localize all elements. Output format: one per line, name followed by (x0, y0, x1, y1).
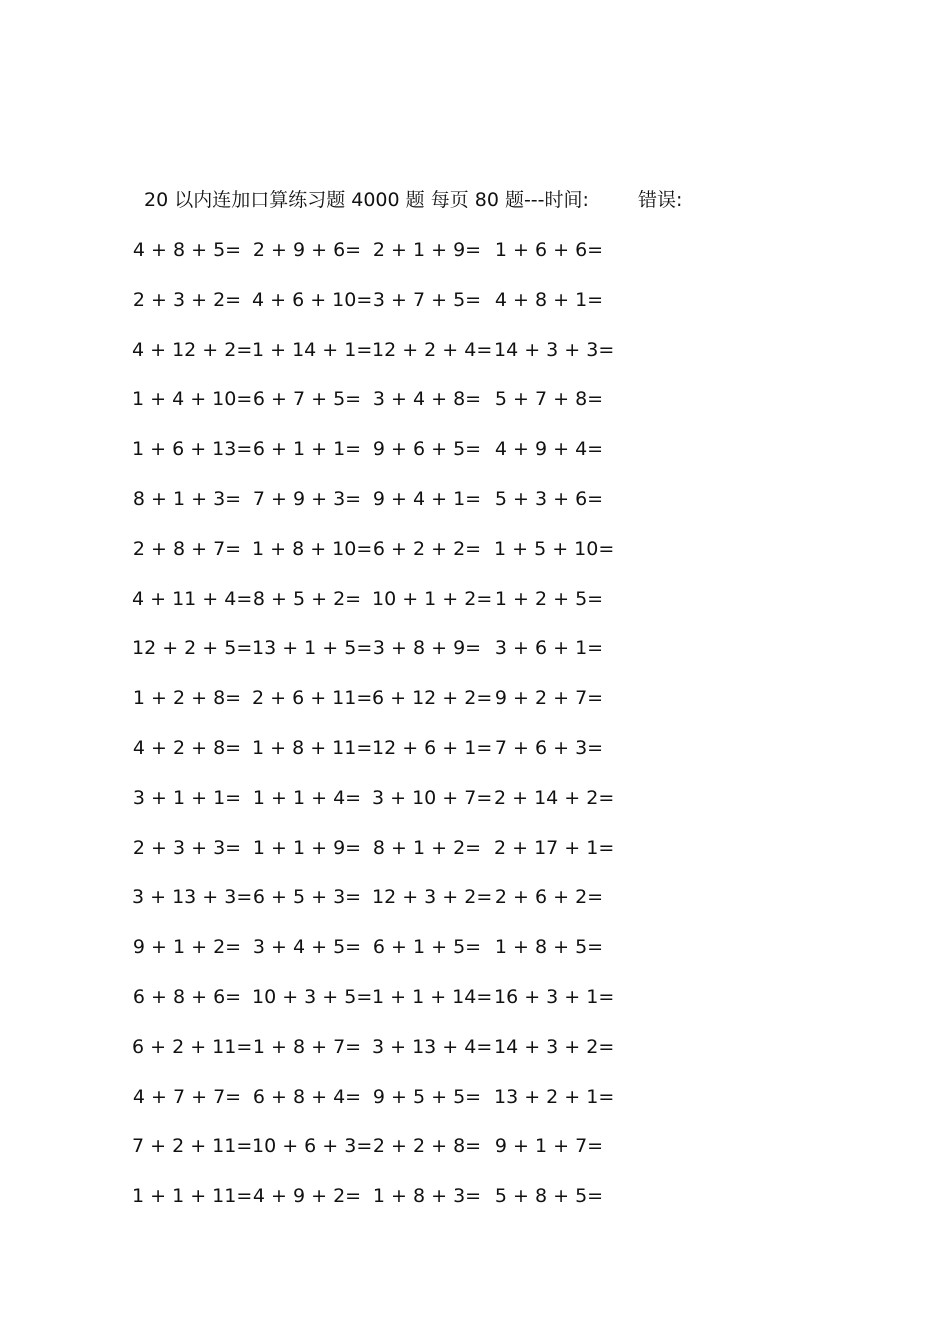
problem-item: 16 + 3 + 1= (494, 986, 615, 1008)
problem-item: 1 + 1 + 4= (252, 787, 362, 809)
problem-item: 3 + 13 + 3= (132, 886, 253, 908)
problem-item: 2 + 6 + 2= (494, 886, 604, 908)
problem-row (132, 634, 664, 662)
problem-item: 6 + 7 + 5= (252, 388, 362, 410)
problem-item: 1 + 8 + 7= (252, 1036, 362, 1058)
problem-item: 10 + 3 + 5= (252, 986, 373, 1008)
problem-item: 1 + 2 + 5= (494, 588, 604, 610)
problem-item: 1 + 8 + 10= (252, 538, 373, 560)
problem-row (132, 1033, 664, 1061)
problem-item: 7 + 9 + 3= (252, 488, 362, 510)
problem-row (132, 933, 664, 961)
problem-item: 4 + 11 + 4= (132, 588, 253, 610)
problem-item: 2 + 3 + 3= (132, 837, 242, 859)
problem-item: 1 + 8 + 3= (372, 1185, 482, 1207)
problem-item: 3 + 7 + 5= (372, 289, 482, 311)
problem-row (132, 236, 664, 264)
problem-row (132, 834, 664, 862)
problem-item: 4 + 12 + 2= (132, 339, 253, 361)
problem-row (132, 983, 664, 1011)
problem-item: 6 + 2 + 11= (132, 1036, 253, 1058)
problem-item: 1 + 5 + 10= (494, 538, 615, 560)
problem-item: 6 + 12 + 2= (372, 687, 493, 709)
problem-item: 2 + 3 + 2= (132, 289, 242, 311)
problem-row (132, 734, 664, 762)
problem-item: 1 + 1 + 14= (372, 986, 493, 1008)
problem-row (132, 535, 664, 563)
problem-row (132, 1083, 664, 1111)
problem-item: 3 + 4 + 5= (252, 936, 362, 958)
problem-item: 6 + 1 + 5= (372, 936, 482, 958)
problem-item: 2 + 1 + 9= (372, 239, 482, 261)
problem-item: 3 + 13 + 4= (372, 1036, 493, 1058)
problem-row (132, 336, 664, 364)
problem-item: 12 + 3 + 2= (372, 886, 493, 908)
problem-item: 9 + 1 + 2= (132, 936, 242, 958)
problem-item: 12 + 2 + 4= (372, 339, 493, 361)
problem-item: 4 + 8 + 5= (132, 239, 242, 261)
problem-item: 1 + 14 + 1= (252, 339, 373, 361)
problem-row (132, 435, 664, 463)
problem-item: 3 + 8 + 9= (372, 637, 482, 659)
problem-item: 1 + 1 + 9= (252, 837, 362, 859)
worksheet-header (144, 186, 683, 214)
problem-item: 10 + 1 + 2= (372, 588, 493, 610)
problem-item: 8 + 5 + 2= (252, 588, 362, 610)
problem-item: 9 + 1 + 7= (494, 1135, 604, 1157)
problem-item: 6 + 8 + 4= (252, 1086, 362, 1108)
problem-item: 4 + 9 + 4= (494, 438, 604, 460)
problem-item: 6 + 2 + 2= (372, 538, 482, 560)
problem-item: 3 + 6 + 1= (494, 637, 604, 659)
problem-item: 2 + 6 + 11= (252, 687, 373, 709)
problem-item: 8 + 1 + 3= (132, 488, 242, 510)
problem-item: 2 + 17 + 1= (494, 837, 615, 859)
problem-item: 2 + 8 + 7= (132, 538, 242, 560)
problem-row (132, 1132, 664, 1160)
problem-item: 7 + 6 + 3= (494, 737, 604, 759)
problem-row (132, 883, 664, 911)
problem-item: 2 + 14 + 2= (494, 787, 615, 809)
problem-item: 7 + 2 + 11= (132, 1135, 253, 1157)
problem-item: 1 + 6 + 13= (132, 438, 253, 460)
problem-item: 8 + 1 + 2= (372, 837, 482, 859)
problem-item: 5 + 3 + 6= (494, 488, 604, 510)
problem-item: 6 + 1 + 1= (252, 438, 362, 460)
problem-item: 4 + 6 + 10= (252, 289, 373, 311)
problem-item: 1 + 1 + 11= (132, 1185, 253, 1207)
problem-item: 6 + 8 + 6= (132, 986, 242, 1008)
problem-item: 9 + 6 + 5= (372, 438, 482, 460)
problem-item: 1 + 2 + 8= (132, 687, 242, 709)
problem-item: 2 + 2 + 8= (372, 1135, 482, 1157)
problem-item: 4 + 8 + 1= (494, 289, 604, 311)
problem-row (132, 485, 664, 513)
problem-item: 1 + 8 + 5= (494, 936, 604, 958)
problem-item: 2 + 9 + 6= (252, 239, 362, 261)
problem-row (132, 1182, 664, 1210)
problem-item: 9 + 5 + 5= (372, 1086, 482, 1108)
problem-item: 10 + 6 + 3= (252, 1135, 373, 1157)
problem-row (132, 585, 664, 613)
problem-item: 9 + 4 + 1= (372, 488, 482, 510)
problem-row (132, 684, 664, 712)
problem-item: 1 + 8 + 11= (252, 737, 373, 759)
problem-item: 4 + 2 + 8= (132, 737, 242, 759)
problem-item: 13 + 1 + 5= (252, 637, 373, 659)
problem-item: 6 + 5 + 3= (252, 886, 362, 908)
problem-item: 4 + 9 + 2= (252, 1185, 362, 1207)
problem-item: 14 + 3 + 2= (494, 1036, 615, 1058)
errors-label: 错误: (638, 189, 683, 211)
problem-item: 5 + 8 + 5= (494, 1185, 604, 1207)
problem-item: 12 + 2 + 5= (132, 637, 253, 659)
problem-item: 14 + 3 + 3= (494, 339, 615, 361)
problem-item: 5 + 7 + 8= (494, 388, 604, 410)
problem-item: 12 + 6 + 1= (372, 737, 493, 759)
problem-item: 13 + 2 + 1= (494, 1086, 615, 1108)
problem-item: 3 + 4 + 8= (372, 388, 482, 410)
problem-item: 9 + 2 + 7= (494, 687, 604, 709)
problem-item: 1 + 6 + 6= (494, 239, 604, 261)
problem-row (132, 784, 664, 812)
problem-item: 3 + 10 + 7= (372, 787, 493, 809)
problem-item: 3 + 1 + 1= (132, 787, 242, 809)
problem-item: 1 + 4 + 10= (132, 388, 253, 410)
problem-row (132, 286, 664, 314)
problem-item: 4 + 7 + 7= (132, 1086, 242, 1108)
worksheet-title: 20 以内连加口算练习题 4000 题 每页 80 题---时间: (144, 189, 589, 211)
problem-row (132, 385, 664, 413)
